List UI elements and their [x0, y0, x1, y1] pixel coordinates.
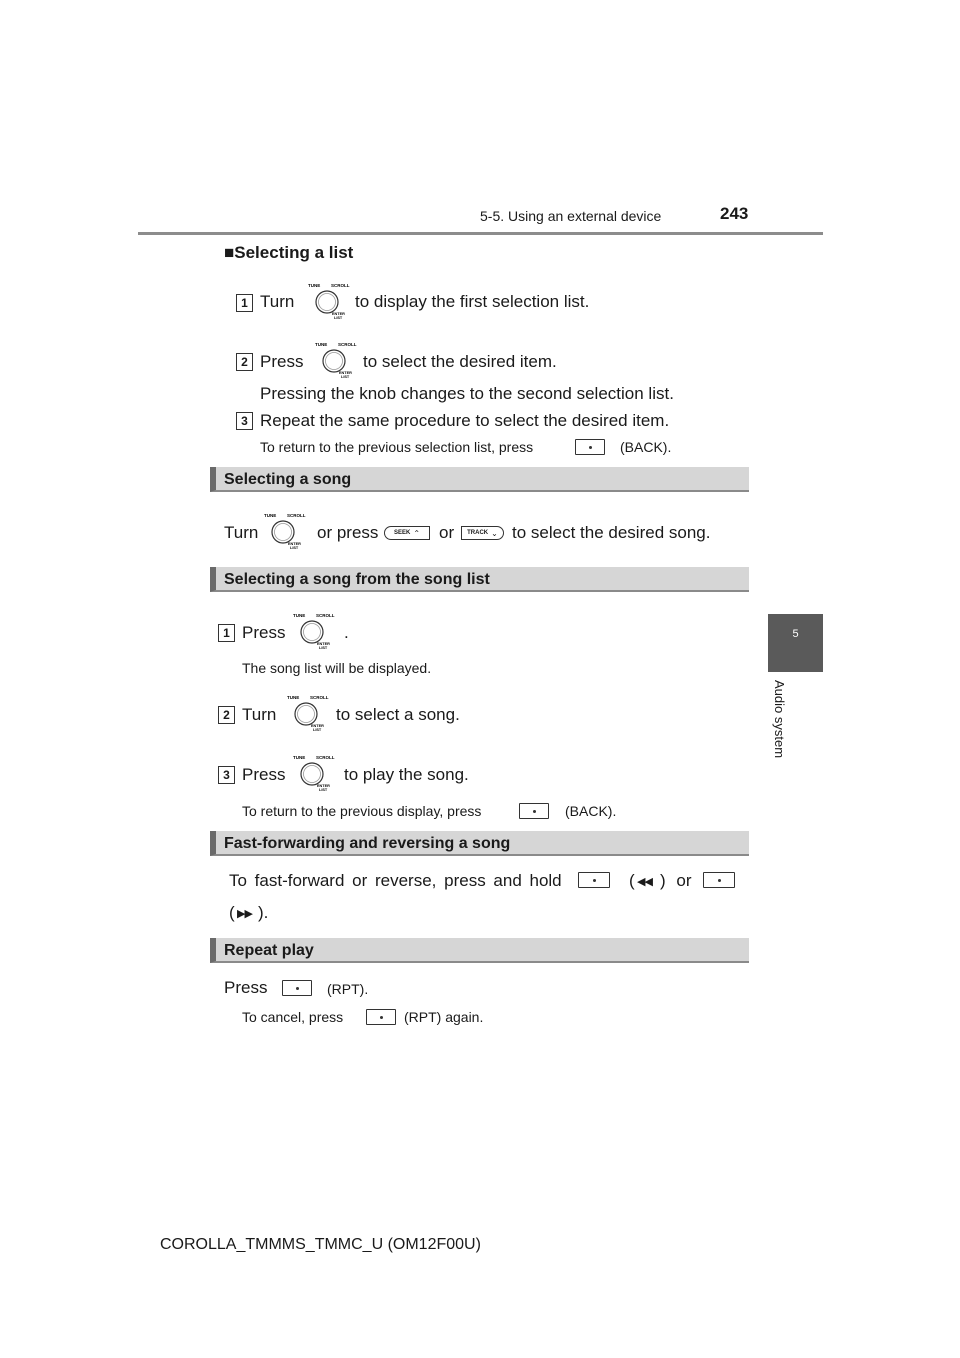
svg-text:ENTER: ENTER — [332, 312, 345, 316]
fast-forward-button-icon — [703, 872, 735, 888]
svg-text:SCROLL: SCROLL — [316, 755, 335, 760]
step-number-1: 1 — [218, 624, 235, 642]
step-number-3: 3 — [218, 766, 235, 784]
svg-text:TUNE: TUNE — [293, 755, 306, 760]
repeat-cancel-pre: To cancel, press — [242, 1009, 344, 1025]
repeat-pre: Press — [224, 978, 268, 997]
svg-text:LIST: LIST — [290, 546, 299, 550]
step-number-2: 2 — [218, 706, 235, 724]
tune-scroll-knob-icon — [300, 282, 354, 320]
svg-text:TUNE: TUNE — [293, 613, 306, 618]
tune-scroll-knob-icon — [285, 612, 339, 650]
page-number: 243 — [720, 204, 749, 223]
step1-pre: Turn — [260, 292, 295, 311]
tune-scroll-knob-icon — [256, 512, 310, 550]
step-number-2: 2 — [236, 353, 253, 371]
document-footer: COROLLA_TMMMS_TMMC_U (OM12F00U) — [160, 1236, 481, 1253]
song-mid1: or press — [317, 523, 379, 542]
step2-post: to select the desired item. — [363, 352, 557, 371]
song-pre: Turn — [224, 523, 259, 542]
tune-scroll-knob-icon — [307, 341, 361, 379]
tune-scroll-knob-icon — [285, 754, 339, 792]
list-step3-post: to play the song. — [344, 765, 469, 784]
svg-text:LIST: LIST — [341, 375, 350, 379]
list-step1-post: . — [344, 623, 349, 642]
svg-text:ENTER: ENTER — [311, 724, 324, 728]
track-button-icon: TRACK ⌄ — [461, 526, 504, 540]
list-back-note-pre: To return to the previous display, press — [242, 803, 482, 819]
svg-text:ENTER: ENTER — [288, 542, 301, 546]
song-post: to select the desired song. — [512, 523, 711, 542]
svg-text:TUNE: TUNE — [308, 283, 321, 288]
svg-text:SCROLL: SCROLL — [316, 613, 335, 618]
back-note-pre: To return to the previous selection list, press — [260, 439, 534, 455]
rewind-button-icon — [578, 872, 610, 888]
svg-text:ENTER: ENTER — [339, 371, 352, 375]
ff-pre: To fast-forward or reverse, press and hold — [229, 871, 562, 890]
song-mid2: or — [439, 523, 455, 542]
svg-text:SCROLL: SCROLL — [310, 695, 329, 700]
svg-text:LIST: LIST — [319, 788, 328, 792]
list-step2-pre: Turn — [242, 705, 277, 724]
section-title: 5-5. Using an external device — [480, 208, 662, 224]
svg-text:ENTER: ENTER — [317, 642, 330, 646]
svg-text:ENTER: ENTER — [317, 784, 330, 788]
fast-forward-icon: ▶▶ — [237, 908, 252, 920]
step1-post: to display the first selection list. — [355, 292, 590, 311]
list-back-note-post: (BACK). — [565, 803, 617, 819]
svg-text:LIST: LIST — [319, 646, 328, 650]
list-step1-note: The song list will be displayed. — [242, 660, 432, 676]
back-note-post: (BACK). — [620, 439, 672, 455]
back-button-icon — [519, 803, 549, 819]
step-number-3: 3 — [236, 412, 253, 430]
ff-close: ). — [258, 903, 269, 922]
list-step3-pre: Press — [242, 765, 286, 784]
section-band-repeat-play: Repeat play — [210, 938, 749, 963]
rpt-button-icon — [282, 980, 312, 996]
svg-text:SCROLL: SCROLL — [338, 342, 357, 347]
chapter-tab — [768, 614, 823, 672]
ff-rew-close: ) or — [660, 871, 692, 890]
ff-open: ( — [229, 903, 235, 922]
section-band-selecting-song: Selecting a song — [210, 467, 749, 492]
chapter-number: 5 — [792, 628, 799, 640]
svg-text:TUNE: TUNE — [287, 695, 300, 700]
rewind-icon: ◀◀ — [637, 876, 652, 888]
svg-text:SCROLL: SCROLL — [331, 283, 350, 288]
svg-text:TUNE: TUNE — [264, 513, 277, 518]
ff-rew-open: ( — [629, 871, 635, 890]
chapter-label: Audio system — [772, 680, 787, 759]
rpt-button-icon — [366, 1009, 396, 1025]
section-band-fast-forward: Fast-forwarding and reversing a song — [210, 831, 749, 856]
svg-text:TUNE: TUNE — [315, 342, 328, 347]
svg-text:LIST: LIST — [313, 728, 322, 732]
step2-pre: Press — [260, 352, 304, 371]
step3-text: Repeat the same procedure to select the desired item. — [260, 411, 670, 430]
repeat-post: (RPT). — [327, 981, 369, 997]
section-band-song-list: Selecting a song from the song list — [210, 567, 749, 592]
step-number-1: 1 — [236, 294, 253, 312]
step2-note: Pressing the knob changes to the second selection list. — [260, 384, 674, 403]
list-step2-post: to select a song. — [336, 705, 460, 724]
back-button-icon — [575, 439, 605, 455]
svg-text:SCROLL: SCROLL — [287, 513, 306, 518]
svg-text:LIST: LIST — [334, 316, 343, 320]
repeat-cancel-post: (RPT) again. — [404, 1009, 484, 1025]
seek-button-icon: SEEK ⌃ — [384, 526, 430, 540]
selecting-list-heading: ■Selecting a list — [224, 243, 354, 262]
header-divider — [138, 232, 823, 235]
tune-scroll-knob-icon — [279, 694, 333, 732]
list-step1-pre: Press — [242, 623, 286, 642]
